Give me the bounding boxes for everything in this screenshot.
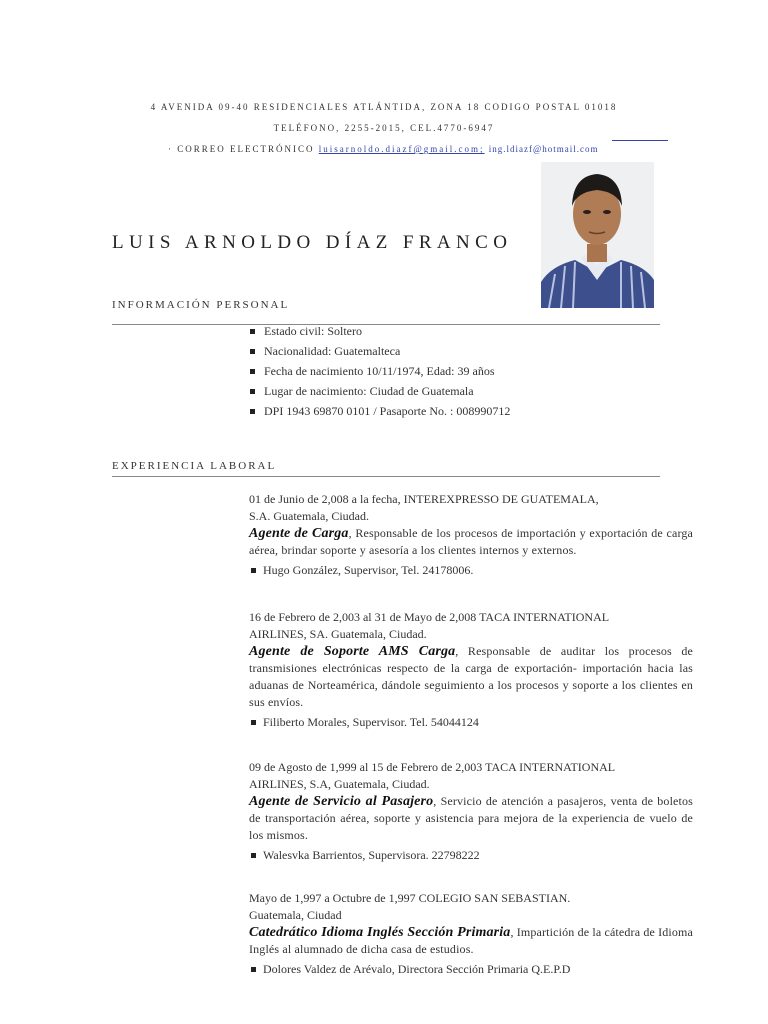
job-location: AIRLINES, SA. Guatemala, Ciudad.: [249, 627, 427, 641]
email-link-hotmail[interactable]: ing.ldiazf@hotmail.com: [488, 144, 599, 154]
email-link-gmail[interactable]: luisarnoldo.diazf@gmail.com;: [318, 144, 485, 154]
address-line: 4 AVENIDA 09-40 RESIDENCIALES ATLÁNTIDA, ZONA 18 CODIGO POSTAL 01018: [150, 102, 618, 112]
job-entry: [249, 609, 693, 732]
job-role: Agente de Carga: [249, 526, 349, 541]
personal-info-item: Nacionalidad: Guatemalteca: [250, 341, 510, 361]
job-description: [249, 793, 693, 844]
job-description: [249, 525, 693, 559]
job-dates-company: Mayo de 1,997 a Octubre de 1,997 COLEGIO SAN SEBASTIAN.: [249, 891, 571, 905]
job-description-text: , Servicio de atención a pasajeros, venta de boletos de transportación aérea, soporte y asistencia para mejora de la experiencia de vuelo de los mismos.: [249, 794, 693, 842]
job-role: Catedrático Idioma Inglés Sección Primaria: [249, 925, 511, 940]
job-description-text: , Responsable de auditar los procesos de transmisiones electrónicas respecto de la carga de exportación- importación hacia las aduanas de Norteamérica, dándole seguimiento a los procesos y soporte a los clientes en sus envíos.: [249, 644, 693, 709]
job-description: [249, 643, 693, 711]
full-name: LUIS ARNOLDO DÍAZ FRANCO: [112, 232, 513, 253]
job-dates-company: 09 de Agosto de 1,999 al 15 de Febrero de 2,003 TACA INTERNATIONAL: [249, 760, 616, 774]
job-location: Guatemala, Ciudad: [249, 908, 342, 922]
job-reference: Filiberto Morales, Supervisor. Tel. 54044124: [249, 712, 693, 732]
personal-info-item: Fecha de nacimiento 10/11/1974, Edad: 39 años: [250, 361, 510, 381]
job-reference: Dolores Valdez de Arévalo, Directora Sección Primaria Q.E.P.D: [249, 959, 693, 979]
job-description-text: , Impartición de la cátedra de Idioma Inglés al alumnado de dicha casa de estudios.: [249, 925, 694, 956]
job-entry: [249, 759, 693, 865]
job-description: [249, 924, 693, 958]
section-divider-experience: [112, 476, 660, 477]
section-title-experience: EXPERIENCIA LABORAL: [112, 460, 277, 472]
header-underline: [612, 140, 668, 141]
job-entry: [249, 890, 693, 979]
job-role: Agente de Soporte AMS Carga: [249, 644, 456, 659]
job-location: S.A. Guatemala, Ciudad.: [249, 509, 369, 523]
job-location: AIRLINES, S.A, Guatemala, Ciudad.: [249, 777, 430, 791]
email-line: [168, 144, 599, 154]
job-dates-company: 16 de Febrero de 2,003 al 31 de Mayo de 2,008 TACA INTERNATIONAL: [249, 610, 610, 624]
job-reference: Walesvka Barrientos, Supervisora. 22798222: [249, 845, 693, 865]
email-label: · CORREO ELECTRÓNICO: [168, 144, 315, 154]
personal-info-item: Estado civil: Soltero: [250, 321, 510, 341]
job-description-text: , Responsable de los procesos de importación y exportación de carga aérea, brindar soporte y asesoría a los clientes internos y externos.: [249, 526, 694, 557]
profile-photo: [541, 162, 654, 308]
section-title-personal: INFORMACIÓN PERSONAL: [112, 299, 290, 311]
personal-info-list: [250, 321, 510, 421]
profile-photo-illustration: [541, 162, 654, 308]
job-reference: Hugo González, Supervisor, Tel. 24178006.: [249, 560, 693, 580]
personal-info-item: Lugar de nacimiento: Ciudad de Guatemala: [250, 381, 510, 401]
job-entry: [249, 491, 693, 580]
job-role: Agente de Servicio al Pasajero: [249, 794, 434, 809]
personal-info-item: DPI 1943 69870 0101 / Pasaporte No. : 008990712: [250, 401, 510, 421]
job-dates-company: 01 de Junio de 2,008 a la fecha, INTEREXPRESSO DE GUATEMALA,: [249, 492, 599, 506]
phone-line: TELÉFONO, 2255-2015, CEL.4770-6947: [273, 123, 495, 133]
